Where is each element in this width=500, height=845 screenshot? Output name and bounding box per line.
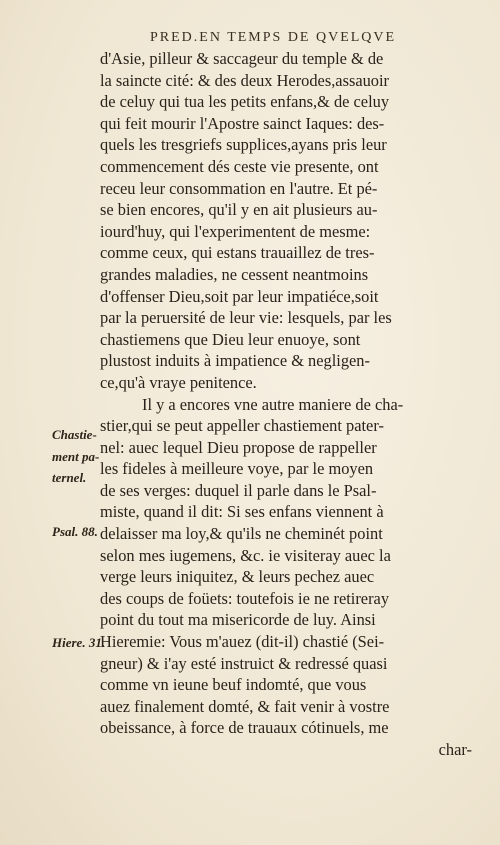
text-line: nel: auec lequel Dieu propose de rappeller bbox=[100, 437, 377, 457]
quoted-line: des coups de foüets: toutefois ie ne retireray bbox=[100, 588, 390, 608]
text-line: stier,qui se peut appeller chastiement pater- bbox=[100, 416, 384, 436]
paragraph-start-line: Il y a encores vne autre maniere de cha- bbox=[142, 394, 404, 414]
text-line: miste, quand il dit: Si ses enfans viennent à bbox=[100, 502, 384, 522]
text-line: comme ceux, qui estans trauaillez de tres- bbox=[100, 243, 375, 263]
text-line: ce,qu'à vraye penitence. bbox=[100, 372, 257, 392]
quoted-line: gneur) & i'ay esté instruict & redressé quasi bbox=[100, 653, 388, 673]
text-line: la saincte cité: & des deux Herodes,assauoir bbox=[100, 70, 390, 90]
text-line: par la peruersité de leur vie: lesquels, par les bbox=[100, 308, 392, 328]
text-line: chastiemens que Dieu leur enuoye, sont bbox=[100, 329, 361, 349]
body-text bbox=[100, 48, 472, 761]
text-line: commencement dés ceste vie presente, ont bbox=[100, 156, 379, 176]
text-line: qui feit mourir l'Apostre sainct Iaques: des- bbox=[100, 113, 385, 133]
margin-note-chastiement: Chastie- ment pa- ternel. bbox=[52, 427, 100, 486]
running-header: PRED.EN TEMPS DE QVELQVE bbox=[150, 30, 397, 45]
text-line: de ses verges: duquel il parle dans le Psal- bbox=[100, 480, 377, 500]
text-line: Hieremie: Vous m'auez (dit-il) chastié (Sei- bbox=[100, 632, 385, 652]
text-line: iourd'huy, qui l'experimentent de mesme: bbox=[100, 221, 371, 241]
text-line: se bien encores, qu'il y en ait plusieurs au- bbox=[100, 200, 378, 220]
quoted-line: comme vn ieune beuf indomté, que vous bbox=[100, 675, 367, 695]
text-line: les fideles à meilleure voye, par le moyen bbox=[100, 459, 374, 479]
text-line: quels les tresgriefs supplices,ayans pris leur bbox=[100, 135, 387, 155]
text-line: d'offenser Dieu,soit par leur impatiéce,soit bbox=[100, 286, 379, 306]
catchword: char- bbox=[438, 740, 472, 759]
text-line: d'Asie, pilleur & saccageur du temple & de bbox=[100, 49, 384, 68]
quoted-line: obeissance, à force de trauaux cótinuels, me bbox=[100, 718, 389, 738]
text-line: grandes maladies, ne cessent neantmoins bbox=[100, 264, 369, 284]
quoted-line: delaisser ma loy,& qu'ils ne cheminét point bbox=[100, 524, 383, 544]
text-line: de celuy qui tua les petits enfans,& de celuy bbox=[100, 92, 390, 112]
text-line: plustost induits à impatience & negligen- bbox=[100, 351, 370, 371]
quoted-line: selon mes iugemens, &c. ie visiteray auec la bbox=[100, 545, 391, 565]
quoted-line: point du tout ma misericorde de luy. Ainsi bbox=[100, 610, 376, 630]
margin-note-psalm: Psal. 88. bbox=[52, 524, 98, 539]
quoted-line: verge leurs iniquitez, & leurs pechez auec bbox=[100, 567, 375, 587]
quoted-line: auez finalement domté, & fait venir à vostre bbox=[100, 696, 390, 716]
margin-note-jeremiah: Hiere. 31. bbox=[52, 635, 106, 650]
text-line: receu leur consommation en l'autre. Et pé- bbox=[100, 178, 378, 198]
